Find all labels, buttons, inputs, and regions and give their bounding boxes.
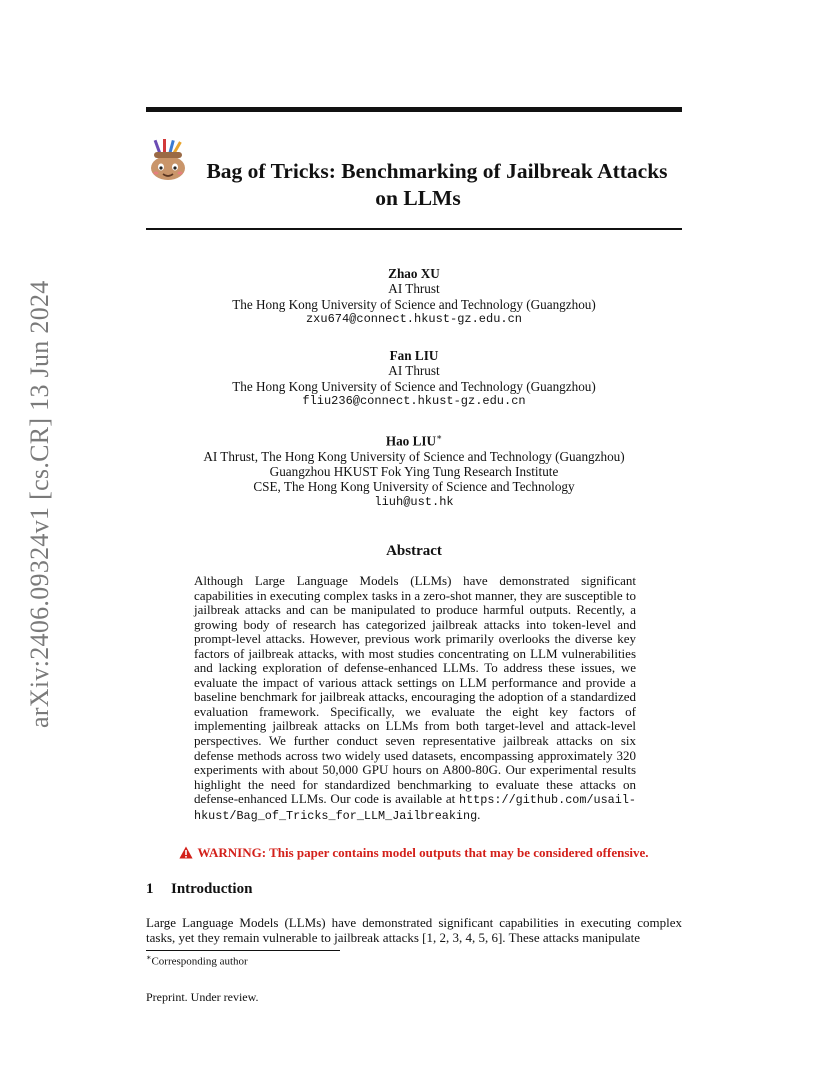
section-heading (146, 881, 252, 898)
author-name: Hao LIU (385, 433, 437, 449)
abstract-end: . (477, 806, 481, 822)
section-title: Introduction (171, 881, 253, 897)
author-email[interactable]: liuh@ust.hk (374, 494, 454, 509)
author-name: Zhao XU (388, 266, 440, 281)
title-bottom-rule (146, 228, 682, 230)
preprint-note: Preprint. Under review. (146, 990, 259, 1004)
intro-paragraph: Large Language Models (LLMs) have demonstrated significant capabilities in executing complex tasks, yet they remain vulnerable to jailbreak attacks [1, 2, 3, 4, 5, 6]. These attacks manipulate (146, 915, 682, 945)
author-name-line (146, 430, 682, 449)
section-number: 1 (146, 881, 154, 897)
author-affiliation: The Hong Kong University of Science and Technology (Guangzhou) (232, 296, 596, 312)
author-affiliation: AI Thrust, The Hong Kong University of Science and Technology (Guangzhou) (203, 448, 625, 464)
abstract-heading: Abstract (386, 543, 442, 559)
corresponding-author-mark: ∗ (436, 432, 443, 442)
author-affiliation: AI Thrust (388, 363, 440, 379)
author-affiliation: Guangzhou HKUST Fok Ying Tung Research Institute (269, 463, 559, 479)
content-warning (146, 845, 682, 861)
author-name: Fan LIU (389, 348, 439, 363)
author-email[interactable]: fliu236@connect.hkust-gz.edu.cn (302, 393, 526, 408)
footnote-rule (146, 950, 340, 951)
abstract-body (194, 574, 636, 823)
author-block-2 (146, 348, 682, 409)
arxiv-identifier: arXiv:2406.09324v1 [cs.CR] 13 Jun 2024 (25, 280, 54, 728)
title-line-1: Bag of Tricks: Benchmarking of Jailbreak Attacks (206, 159, 668, 183)
author-email[interactable]: zxu674@connect.hkust-gz.edu.cn (305, 311, 523, 326)
author-affiliation: AI Thrust (388, 281, 440, 297)
author-affiliation: CSE, The Hong Kong University of Science and Technology (253, 479, 575, 495)
warning-triangle-icon (179, 846, 193, 859)
footnote-text: Corresponding author (151, 955, 248, 968)
footnote-mark: ∗ (146, 953, 152, 962)
warning-text: WARNING: This paper contains model outputs that may be considered offensive. (197, 845, 649, 860)
author-block-1 (146, 266, 682, 327)
paper-title (150, 158, 686, 212)
author-affiliation: The Hong Kong University of Science and Technology (Guangzhou) (232, 378, 596, 394)
code-link[interactable]: https://github.com/usail-hkust/Bag_of_Tricks_for_LLM_Jailbreaking (194, 793, 636, 823)
title-line-2: on LLMs (375, 186, 461, 210)
abstract-text: Although Large Language Models (LLMs) have demonstrated significant capabilities in executing complex tasks in a zero-shot manner, they are susceptible to jailbreak attacks and can be manipulated to produce harmful outputs. Recently, a growing body of research has categorized jailbreak attacks into token-level and prompt-level attacks. However, previous work primarily overlooks the diverse key factors of jailbreak attacks, with most studies concentrating on LLM vulnerabilities and lacking exploration of defense-enhanced LLMs. To address these issues, we evaluate the impact of various attack settings on LLM performance and provide a baseline benchmark for jailbreak attacks, encouraging the adoption of a standardized evaluation framework. Specifically, we evaluate the eight key factors of implementing jailbreak attacks on LLMs from both target-level and attack-level perspectives. We further conduct seven representative jailbreak attacks on six defense methods across two widely used datasets, encompassing approximately 320 experiments with about 50,000 GPU hours on A800-80G. Our experimental results highlight the need for standardized benchmarking to evaluate these attacks on defense-enhanced LLMs. Our code is available at (194, 573, 636, 807)
author-block-3 (146, 430, 682, 510)
footnote (146, 953, 248, 968)
top-rule (146, 107, 682, 112)
